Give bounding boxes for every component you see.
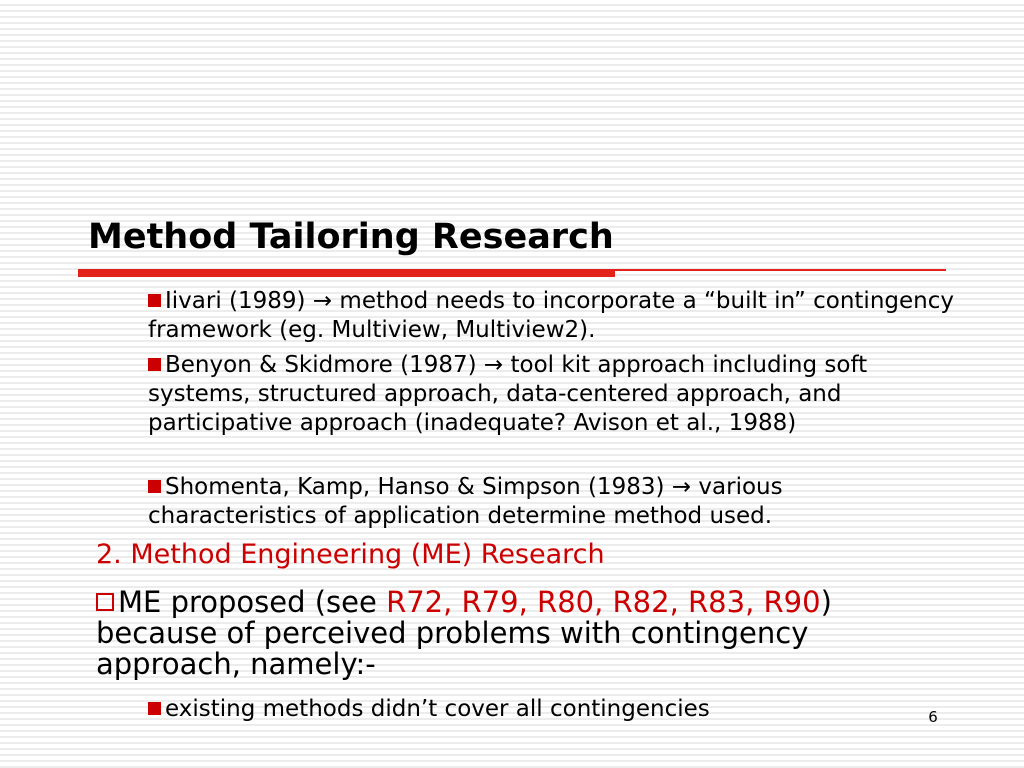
square-bullet-icon	[148, 294, 161, 307]
bullet-item-shomenta	[148, 473, 958, 531]
bullet-item-benyon	[148, 351, 958, 438]
me-prefix: ME proposed (see	[118, 585, 387, 619]
bullet-text: existing methods didn’t cover all contingencies	[165, 696, 710, 722]
bullet-text-b: tool kit approach including soft systems, structured approach, data-centered approach, and participative approach (inadequate? Avison et al., 1988)	[148, 352, 868, 436]
bullet-item-existing-methods	[148, 695, 958, 724]
slide-title: Method Tailoring Research	[88, 217, 614, 257]
me-paragraph	[96, 587, 926, 680]
square-bullet-icon	[148, 358, 161, 371]
arrow-right-icon: →	[671, 474, 692, 500]
page-number: 6	[928, 708, 938, 726]
bullet-item-iivari	[148, 287, 958, 345]
bullet-text-b: method needs to incorporate a “built in” contingency framework (eg. Multiview, Multiview2).	[148, 288, 954, 343]
me-heading: 2. Method Engineering (ME) Research	[96, 539, 605, 570]
bullet-text-a: Shomenta, Kamp, Hanso & Simpson (1983)	[165, 474, 672, 500]
me-references: R72, R79, R80, R82, R83, R90	[386, 585, 821, 619]
arrow-right-icon: →	[483, 352, 504, 378]
bullet-text-a: Iivari (1989)	[165, 288, 313, 314]
me-suffix: ) because of perceived problems with contingency approach, namely:-	[96, 585, 832, 681]
square-bullet-icon	[148, 702, 161, 715]
square-bullet-icon	[148, 480, 161, 493]
bullet-text-b: various characteristics of application determine method used.	[148, 474, 783, 529]
hollow-square-bullet-icon	[96, 593, 114, 611]
arrow-right-icon: →	[312, 288, 333, 314]
bullet-text-a: Benyon & Skidmore (1987)	[165, 352, 484, 378]
